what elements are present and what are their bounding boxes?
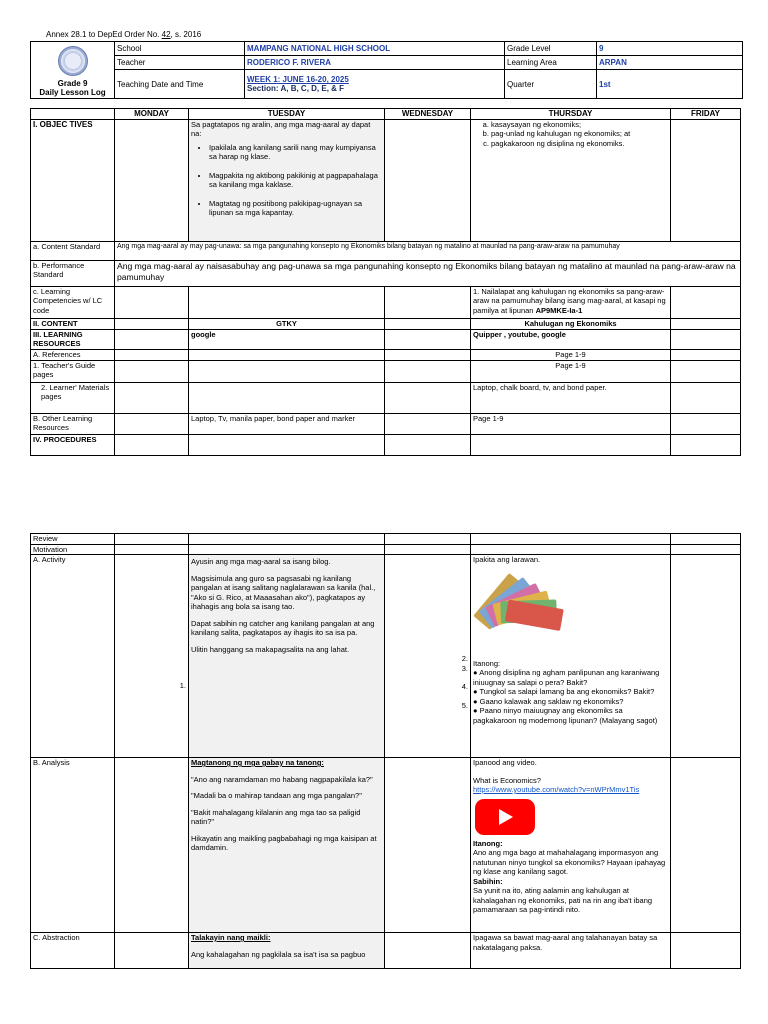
list-item: ● Gaano kalawak ang saklaw ng ekonomiks? <box>473 696 624 706</box>
list-item: ● Tungkol sa salapi lamang ba ang ekonomiks? Bakit? <box>473 687 655 696</box>
day-wednesday: WEDNESDAY <box>385 109 471 120</box>
tue-analysis <box>189 758 385 933</box>
date-section: Section: A, B, C, D, E, & F <box>247 84 345 93</box>
thu-activity-nums: 2. 3. 4. 5. <box>385 555 471 758</box>
activity-label: A. Activity <box>31 555 115 758</box>
paragraph: Ayusin ang mga mag-aaral sa isang bilog. <box>191 557 331 566</box>
paragraph: "Madali ba o mahirap tandaan ang mga pangalan?" <box>191 791 362 800</box>
list-item: c. pagkakaroon ng disiplina ng ekonomiks. <box>491 139 668 149</box>
learner-materials-label: 2. Learner' Materials pages <box>31 382 115 413</box>
tue-objectives-list <box>191 143 382 218</box>
content-standard-label: a. Content Standard <box>31 241 115 260</box>
review-label: Review <box>31 534 115 545</box>
header-table <box>30 41 743 99</box>
day-friday: FRIDAY <box>671 109 741 120</box>
money-bills-image <box>479 571 563 633</box>
paragraph: Hikayatin ang maikling pagbabahagi ng mga kaisipan at damdamin. <box>191 833 377 852</box>
list-item: Itanong: <box>473 658 501 668</box>
thu-competency: 1. Nailalapat ang kahulugan ng ekonomiks sa pang-araw-araw na pamumuhay bilang isang mag-aaral, at kasapi ng pamilya at lipunan AP9MKE-Ia-1 <box>471 286 671 318</box>
list-item: • Magpakita ng aktibong pakikinig at pagpapahalaga sa kanilang mga kaklase. <box>209 171 382 190</box>
date-week[interactable]: WEEK 1: JUNE 16-20, 2025 <box>247 75 349 84</box>
tue-activity <box>189 555 385 758</box>
quarter-value: 1st <box>597 70 743 99</box>
teachers-guide-label: 1. Teacher's Guide pages <box>31 360 115 382</box>
analysis-label: B. Analysis <box>31 758 115 933</box>
paragraph: Dapat sabihin ng catcher ang kanilang pangalan at ang kanilang salita, pagkatapos ay ihagis ito sa isa pa. <box>191 618 375 637</box>
paragraph: "Bakit mahalagang kilalanin ang mga tao sa paligid natin?" <box>191 807 361 826</box>
mon-activity-num: 1. <box>115 555 189 758</box>
references-label: A. References <box>31 349 115 360</box>
procedures-table <box>30 533 741 969</box>
objectives-label: I. OBJEC TIVES <box>31 119 115 241</box>
paragraph: "Ano ang naramdaman mo habang nagpapakilala ka?" <box>191 774 373 784</box>
teacher-value: RODERICO F. RIVERA <box>245 56 505 70</box>
thu-references: Page 1-9 <box>471 349 671 360</box>
list-item: • Magtatag ng positibong pakikipag-ugnayan sa lipunan sa mga kapantay. <box>209 199 382 218</box>
list-item: b. pag-unlad ng kahulugan ng ekonomiks; at <box>491 129 668 139</box>
video-link[interactable]: https://www.youtube.com/watch?v=nWPrMmv1Tis <box>473 785 640 794</box>
youtube-play-icon[interactable] <box>475 799 535 835</box>
date-label: Teaching Date and Time <box>115 70 245 99</box>
lesson-table <box>30 108 741 456</box>
annex-suffix: , s. 2016 <box>170 30 202 39</box>
deped-seal-icon <box>58 46 88 76</box>
tue-resources: google <box>189 329 385 349</box>
tue-other-resources: Laptop, Tv, manila paper, bond paper and marker <box>189 413 385 434</box>
quarter-label: Quarter <box>505 70 597 99</box>
log-title: Daily Lesson Log <box>39 87 106 97</box>
thu-learner-materials: Laptop, chalk board, tv, and bond paper. <box>471 382 671 413</box>
learning-resources-label: III. LEARNING RESOURCES <box>31 329 115 349</box>
grade-title: Grade 9 <box>57 78 88 88</box>
learning-area-value: ARPAN <box>597 56 743 70</box>
list-item: • Ipakilala ang kanilang sarili nang may kumpiyansa sa harap ng klase. <box>209 143 382 162</box>
day-tuesday: TUESDAY <box>189 109 385 120</box>
competencies-label: c. Learning Competencies w/ LC code <box>31 286 115 318</box>
grade-level-value: 9 <box>597 42 743 56</box>
content-label: II. CONTENT <box>31 318 115 329</box>
thu-analysis: Ipanood ang video. What is Economics? https://www.youtube.com/watch?v=nWPrMmv1Tis Itanong: Ano ang mga bago at mahahalagang impormasyon ang natutunan ninyo tungkol sa ekonomiks? Hayaan ipahayag ng klase ang kanilang sagot. Sabihin: Sa yunit na ito, ating aalamin ang kahulugan at kahalagahan ng ekonomiks, pati na rin ang iba't ibang pamamaraan sa pag-intindi nito. <box>471 758 671 933</box>
abstraction-label: C. Abstraction <box>31 933 115 969</box>
analysis-heading: Magtanong ng mga gabay na tanong: <box>191 758 324 767</box>
thu-content: Kahulugan ng Ekonomiks <box>471 318 671 329</box>
school-label: School <box>115 42 245 56</box>
annex-line <box>46 30 201 39</box>
day-monday: MONDAY <box>115 109 189 120</box>
list-item: ● Anong disiplina ng agham panlipunan ang karaniwang iniuugnay sa salapi o pera? Bakit? <box>473 668 660 687</box>
annex-prefix: Annex 28.1 to DepEd Order No. <box>46 30 162 39</box>
thu-objectives <box>471 119 671 241</box>
thu-resources: Quipper , youtube, google <box>471 329 671 349</box>
annex-number: 42 <box>161 30 171 39</box>
learning-area-label: Learning Area <box>505 56 597 70</box>
school-value: MAMPANG NATIONAL HIGH SCHOOL <box>245 42 505 56</box>
performance-standard-label: b. Performance Standard <box>31 260 115 286</box>
tue-objectives: Sa pagtatapos ng aralin, ang mga mag-aaral ay dapat na: • Ipakilala ang kanilang sarili nang may kumpiyansa sa harap ng klase. • Magpakita ng aktibong pakikinig at pagpapahalaga sa kanilang mga kaklase. • Magtatag ng positibong pakikipag-ugnayan sa lipunan sa mga kapantay. <box>189 119 385 241</box>
motivation-label: Motivation <box>31 544 115 555</box>
day-thursday: THURSDAY <box>471 109 671 120</box>
thu-other-resources: Page 1-9 <box>471 413 671 434</box>
teacher-label: Teacher <box>115 56 245 70</box>
lc-code: AP9MKE-Ia-1 <box>535 305 583 315</box>
other-resources-label: B. Other Learning Resources <box>31 413 115 434</box>
performance-standard: Ang mga mag-aaral ay naisasabuhay ang pag-unawa sa mga pangunahing konsepto ng Ekonomiks bilang batayan ng matalino at maunlad na pang-araw-araw na pamumuhay <box>115 260 741 286</box>
thu-teachers-guide: Page 1-9 <box>471 360 671 382</box>
list-item: a. kasaysayan ng ekonomiks; <box>491 120 668 130</box>
content-standard: Ang mga mag-aaral ay may pag-unawa: sa mga pangunahing konsepto ng Ekonomiks bilang batayan ng matalino at maunlad na pang-araw-araw na pamumuhay <box>115 241 741 260</box>
logo-cell <box>31 42 115 99</box>
tue-abstraction: Talakayin nang maikli: Ang kahalagahan ng pagkilala sa isa't isa sa pagbuo <box>189 933 385 969</box>
list-item: ● Paano ninyo maiuugnay ang ekonomiks sa pagkakaroon ng modernong lipunan? (Malayang sagot) <box>473 706 658 725</box>
procedures-label: IV. PROCEDURES <box>31 434 115 455</box>
thu-abstraction: Ipagawa sa bawat mag-aaral ang talahanayan batay sa nakatalagang paksa. <box>471 933 671 969</box>
paragraph: Ulitin hanggang sa makapagsalita na ang lahat. <box>191 644 350 654</box>
paragraph: Magsisimula ang guro sa pagsasabi ng kanilang pangalan at isang salitang naglalarawan sa kanila (hal., "Ako si G. Rico, at Maaasahan ako"), pagkatapos ay ihahagis ang bola sa isang tao. <box>191 573 376 611</box>
thu-activity: Ipakita ang larawan. Itanong: ● Anong disiplina ng agham panlipunan ang karaniwang iniuugnay sa salapi o pera? Bakit? ● Tungkol sa salapi lamang ba ang ekonomiks? Bakit? ● Gaano kalawak ang saklaw ng ekonomiks? ● Paano ninyo maiuugnay ang ekonomiks sa pagkakaroon ng modernong lipunan? (Malayang sagot) <box>471 555 671 758</box>
grade-level-label: Grade Level <box>505 42 597 56</box>
tue-content: GTKY <box>189 318 385 329</box>
corner-cell <box>31 109 115 120</box>
date-value <box>245 70 505 99</box>
